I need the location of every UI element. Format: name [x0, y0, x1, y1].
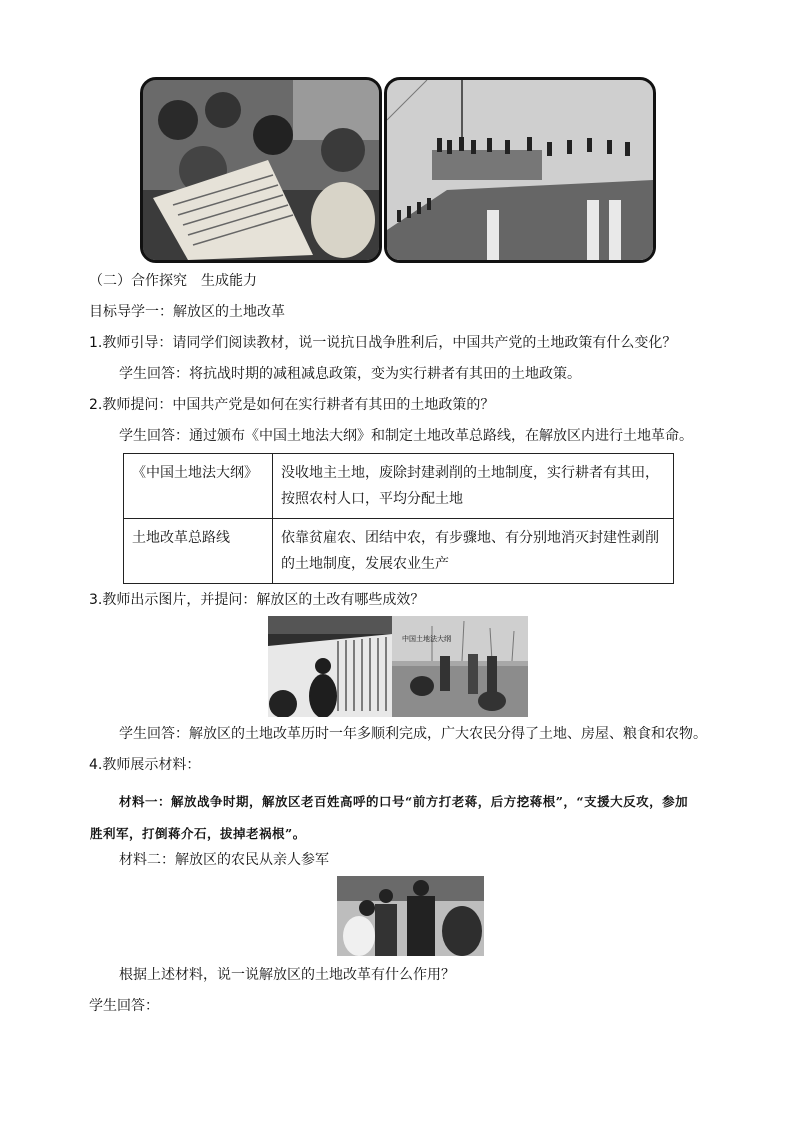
- question-3: 3.教师出示图片，并提问：解放区的土改有哪些成效？: [89, 592, 425, 608]
- photo-land-survey-image: [392, 616, 528, 717]
- photo-land-survey: [392, 616, 528, 717]
- table-key: 土地改革总路线: [124, 519, 273, 584]
- photo-building-crowd-image: [387, 80, 653, 260]
- policy-table: [123, 453, 674, 584]
- table-row: [124, 519, 674, 584]
- photo-building-crowd: [384, 77, 656, 263]
- question-2: 2.教师提问：中国共产党是如何在实行耕者有其田的土地政策的？: [89, 397, 495, 413]
- photo-land-law-wall-image: [268, 616, 392, 717]
- photo-enlistment-image: [337, 876, 484, 956]
- photo-crowd-reading: [140, 77, 382, 263]
- image-caption: 中国土地法大纲: [402, 635, 451, 643]
- table-row: [124, 454, 674, 519]
- section-title: （二）合作探究 生成能力: [89, 273, 257, 289]
- answer-2: 学生回答：通过颁布《中国土地法大纲》和制定土地改革总路线，在解放区内进行土地革命。: [119, 428, 693, 444]
- question-4: 4.教师展示材料：: [89, 757, 201, 773]
- photo-enlistment: [337, 876, 484, 956]
- answer-1: 学生回答：将抗战时期的减租减息政策，变为实行耕者有其田的土地政策。: [119, 366, 581, 382]
- table-value: 没收地主土地，废除封建剥削的土地制度，实行耕者有其田，按照农村人口，平均分配土地: [273, 454, 674, 519]
- table-value: 依靠贫雇农、团结中农，有步骤地、有分别地消灭封建性剥削的土地制度，发展农业生产: [273, 519, 674, 584]
- prompt: 根据上述材料，说一说解放区的土地改革有什么作用？: [119, 967, 455, 983]
- question-1: 1.教师引导：请同学们阅读教材，说一说抗日战争胜利后，中国共产党的土地政策有什么变化？: [89, 335, 677, 351]
- material-2: 材料二：解放区的农民从亲人参军: [119, 852, 329, 868]
- photo-land-law-wall: [268, 616, 392, 717]
- table-key: 《中国土地法大纲》: [124, 454, 273, 519]
- answer-3: 学生回答：解放区的土地改革历时一年多顺利完成，广大农民分得了土地、房屋、粮食和农物。: [119, 726, 707, 742]
- goal-heading: 目标导学一：解放区的土地改革: [89, 304, 285, 320]
- material-1: 材料一：解放战争时期，解放区老百姓高呼的口号“前方打老蒋，后方挖蒋根”，“支援大反攻，参加胜利军，打倒蒋介石，拔掉老祸根”。: [90, 794, 689, 841]
- photo-crowd-reading-image: [143, 80, 379, 260]
- answer-label: 学生回答：: [89, 998, 159, 1014]
